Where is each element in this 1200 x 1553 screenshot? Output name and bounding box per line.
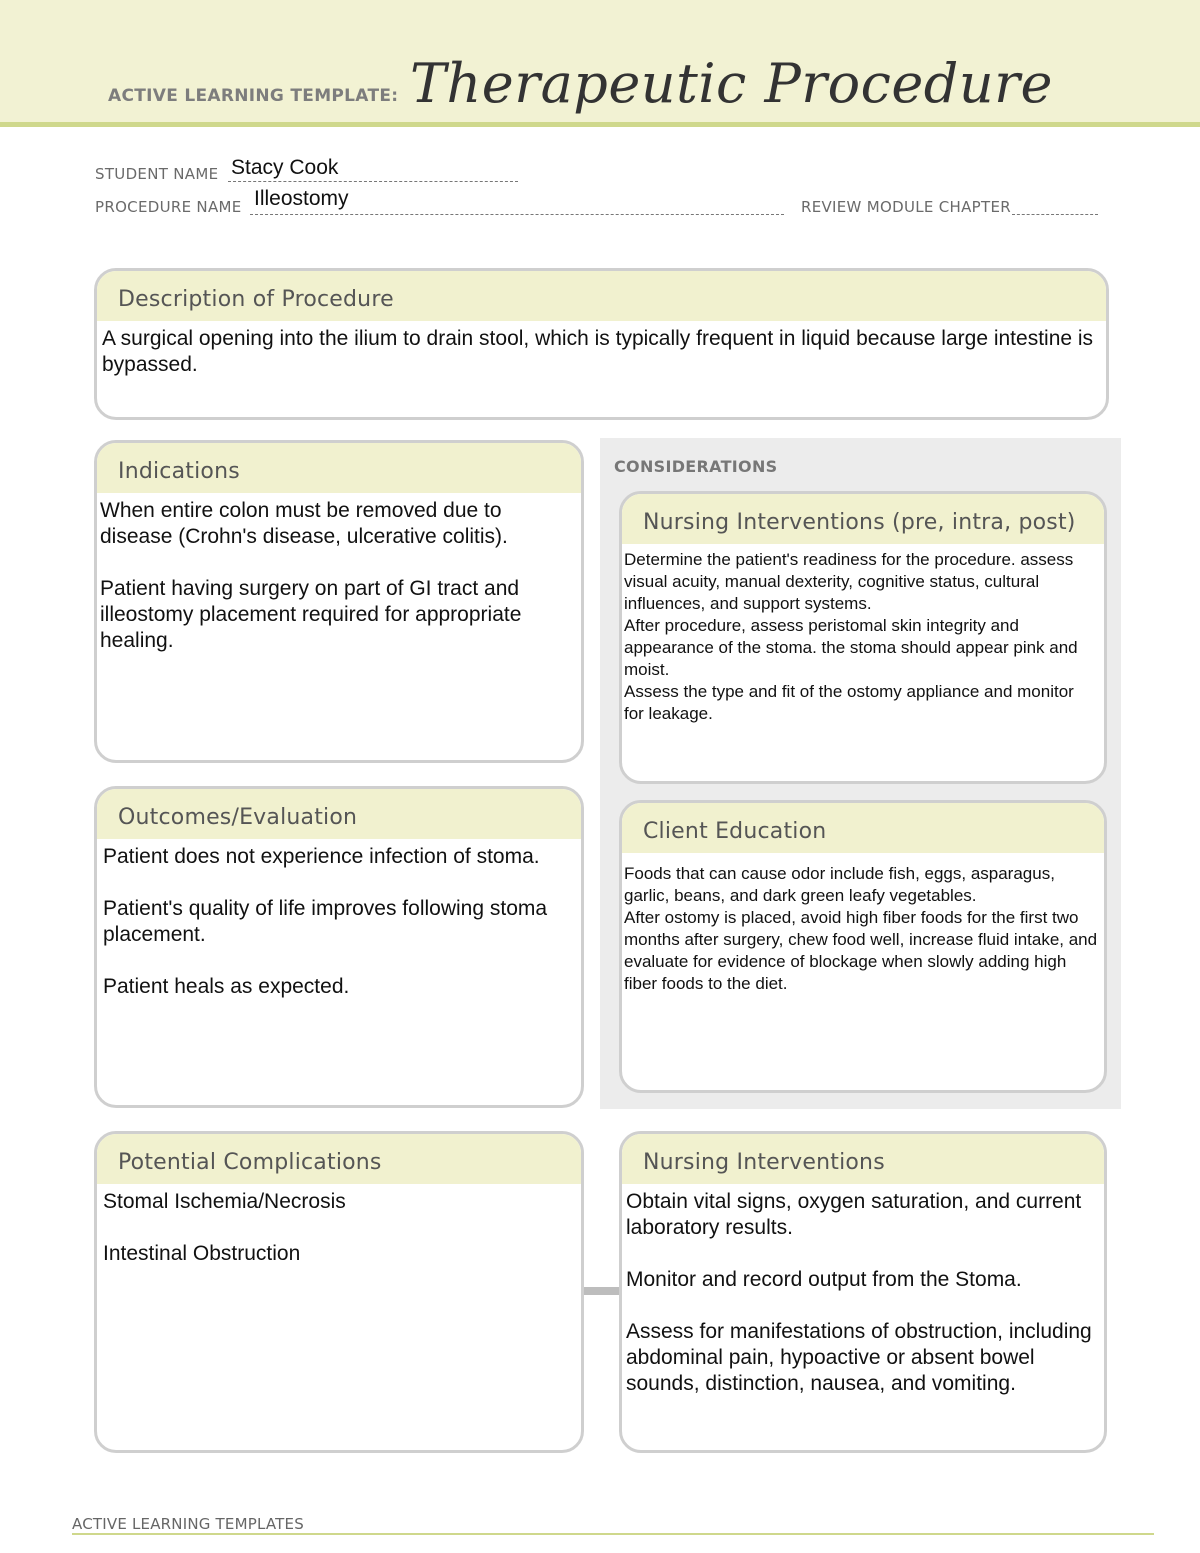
outcomes-body[interactable] xyxy=(97,839,581,1000)
header-rule xyxy=(0,122,1200,127)
nursing-interventions-paragraph: Monitor and record output from the Stoma. xyxy=(626,1268,1022,1291)
description-text: A surgical opening into the ilium to drain stool, which is typically frequent in liquid because large intestine is bypassed. xyxy=(102,327,1094,376)
nursing-interventions-prepost-line: Determine the patient's readiness for the procedure. assess visual acuity, manual dexterity, cognitive status, cultural influences, and support systems. xyxy=(624,550,1074,613)
procedure-name-underline xyxy=(250,214,784,215)
client-education-box xyxy=(619,800,1107,1093)
template-title: Therapeutic Procedure xyxy=(410,52,1053,115)
procedure-name-field[interactable]: Illeostomy xyxy=(254,187,349,210)
considerations-label: CONSIDERATIONS xyxy=(614,457,778,476)
student-name-field[interactable]: Stacy Cook xyxy=(231,156,339,179)
description-body[interactable] xyxy=(97,321,1106,378)
outcomes-paragraph: Patient does not experience infection of stoma. xyxy=(103,845,540,868)
review-module-underline xyxy=(1012,214,1098,215)
footer-rule xyxy=(72,1533,1154,1535)
nursing-interventions-prepost-title: Nursing Interventions (pre, intra, post) xyxy=(622,494,1104,544)
description-box xyxy=(94,268,1109,420)
client-education-line: Foods that can cause odor include fish, eggs, asparagus, garlic, beans, and dark green leafy vegetables. xyxy=(624,864,1055,905)
nursing-interventions-paragraph: Obtain vital signs, oxygen saturation, and current laboratory results. xyxy=(626,1190,1082,1239)
template-label: ACTIVE LEARNING TEMPLATE: xyxy=(108,86,399,106)
student-name-label: STUDENT NAME xyxy=(95,165,219,183)
outcomes-paragraph: Patient's quality of life improves following stoma placement. xyxy=(103,897,548,946)
nursing-interventions-box xyxy=(619,1131,1107,1453)
nursing-interventions-title: Nursing Interventions xyxy=(622,1134,1104,1184)
complications-paragraph: Stomal Ischemia/Necrosis xyxy=(103,1190,346,1213)
review-module-label: REVIEW MODULE CHAPTER xyxy=(801,198,1011,216)
client-education-body[interactable] xyxy=(622,853,1104,995)
connector-bar xyxy=(584,1287,620,1295)
footer-text: ACTIVE LEARNING TEMPLATES xyxy=(72,1515,304,1533)
nursing-interventions-prepost-line: Assess the type and fit of the ostomy appliance and monitor for leakage. xyxy=(624,682,1074,723)
outcomes-paragraph: Patient heals as expected. xyxy=(103,975,350,998)
student-name-underline xyxy=(228,181,518,182)
nursing-interventions-body[interactable] xyxy=(622,1184,1104,1397)
indications-paragraph: When entire colon must be removed due to disease (Crohn's disease, ulcerative colitis). xyxy=(100,499,508,548)
client-education-line: After ostomy is placed, avoid high fiber foods for the first two months after surgery, chew food well, increase fluid intake, and evaluate for evidence of blockage when slowly adding high fiber foods to the diet. xyxy=(624,908,1098,993)
complications-body[interactable] xyxy=(97,1184,581,1267)
description-title: Description of Procedure xyxy=(97,271,1106,321)
indications-box xyxy=(94,440,584,763)
complications-title: Potential Complications xyxy=(97,1134,581,1184)
nursing-interventions-paragraph: Assess for manifestations of obstruction, including abdominal pain, hypoactive or absent bowel sounds, distinction, nausea, and vomiting. xyxy=(626,1320,1092,1395)
indications-title: Indications xyxy=(97,443,581,493)
complications-paragraph: Intestinal Obstruction xyxy=(103,1242,301,1265)
nursing-interventions-prepost-body[interactable] xyxy=(622,544,1104,725)
indications-body[interactable] xyxy=(97,493,581,654)
nursing-interventions-prepost-line: After procedure, assess peristomal skin integrity and appearance of the stoma. the stoma should appear pink and moist. xyxy=(624,616,1078,679)
procedure-name-label: PROCEDURE NAME xyxy=(95,198,242,216)
outcomes-title: Outcomes/Evaluation xyxy=(97,789,581,839)
client-education-title: Client Education xyxy=(622,803,1104,853)
outcomes-box xyxy=(94,786,584,1108)
indications-paragraph: Patient having surgery on part of GI tract and illeostomy placement required for appropriate healing. xyxy=(100,577,522,652)
nursing-interventions-prepost-box xyxy=(619,491,1107,784)
complications-box xyxy=(94,1131,584,1453)
